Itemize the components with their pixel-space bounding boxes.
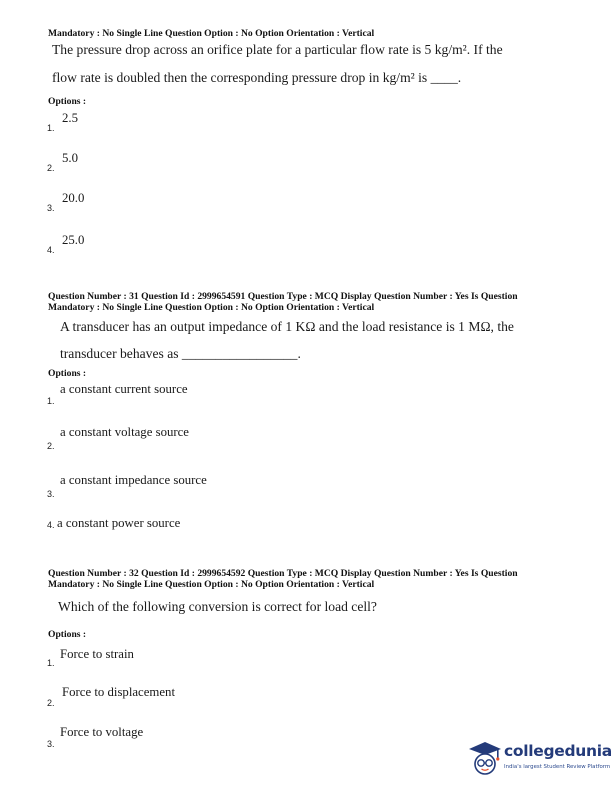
q30-option-2-text: 5.0 xyxy=(62,151,78,165)
q31-options-label: Options : xyxy=(48,368,87,379)
q31-option-3-number: 3. xyxy=(47,489,55,499)
q32-text-line1: Which of the following conversion is correct for load cell? xyxy=(58,599,377,614)
q30-option-4-number: 4. xyxy=(47,245,55,255)
collegedunia-logo xyxy=(468,738,612,788)
q30-options-label: Options : xyxy=(48,96,87,107)
q32-options-label: Options : xyxy=(48,629,87,640)
q32-option-3-number: 3. xyxy=(47,739,55,749)
q30-meta: Mandatory : No Single Line Question Option : No Option Orientation : Vertical xyxy=(48,28,375,39)
q30-option-1-number: 1. xyxy=(47,123,55,133)
q32-option-2-text: Force to displacement xyxy=(62,685,176,699)
q31-option-3-text: a constant impedance source xyxy=(60,473,207,487)
q31-option-1-number: 1. xyxy=(47,396,55,406)
q30-option-1-text: 2.5 xyxy=(62,111,78,125)
q31-option-1-text: a constant current source xyxy=(60,382,188,396)
q30-option-4-text: 25.0 xyxy=(62,233,85,247)
q32-option-3-text: Force to voltage xyxy=(60,725,144,739)
q31-meta-line1: Question Number : 31 Question Id : 2999654591 Question Type : MCQ Display Question Number : Yes Is Question xyxy=(48,291,518,302)
logo-wordmark: collegedunia xyxy=(504,742,612,760)
q31-option-2-number: 2. xyxy=(47,441,55,451)
logo-tagline: India's largest Student Review Platform xyxy=(504,764,611,770)
q32-option-1-text: Force to strain xyxy=(60,647,134,661)
graduate-mascot-icon xyxy=(468,740,502,776)
q31-meta-line2: Mandatory : No Single Line Question Option : No Option Orientation : Vertical xyxy=(48,302,375,313)
q30-option-2-number: 2. xyxy=(47,163,55,173)
q32-option-2-number: 2. xyxy=(47,698,55,708)
q30-text-line1: The pressure drop across an orifice plate for a particular flow rate is 5 kg/m². If the xyxy=(52,42,503,57)
q32-meta-line1: Question Number : 32 Question Id : 2999654592 Question Type : MCQ Display Question Number : Yes Is Question xyxy=(48,568,518,579)
q30-text-line2: flow rate is doubled then the corresponding pressure drop in kg/m² is ____. xyxy=(52,70,462,85)
q31-option-4-text: a constant power source xyxy=(57,516,181,530)
q31-text-line1: A transducer has an output impedance of 1 KΩ and the load resistance is 1 MΩ, the xyxy=(60,319,514,334)
q32-option-1-number: 1. xyxy=(47,658,55,668)
q31-text-line2: transducer behaves as _________________. xyxy=(60,346,301,361)
q30-option-3-number: 3. xyxy=(47,203,55,213)
q31-option-4-number: 4. xyxy=(47,520,55,530)
q31-option-2-text: a constant voltage source xyxy=(60,425,189,439)
q32-meta-line2: Mandatory : No Single Line Question Option : No Option Orientation : Vertical xyxy=(48,579,375,590)
q30-option-3-text: 20.0 xyxy=(62,191,85,205)
